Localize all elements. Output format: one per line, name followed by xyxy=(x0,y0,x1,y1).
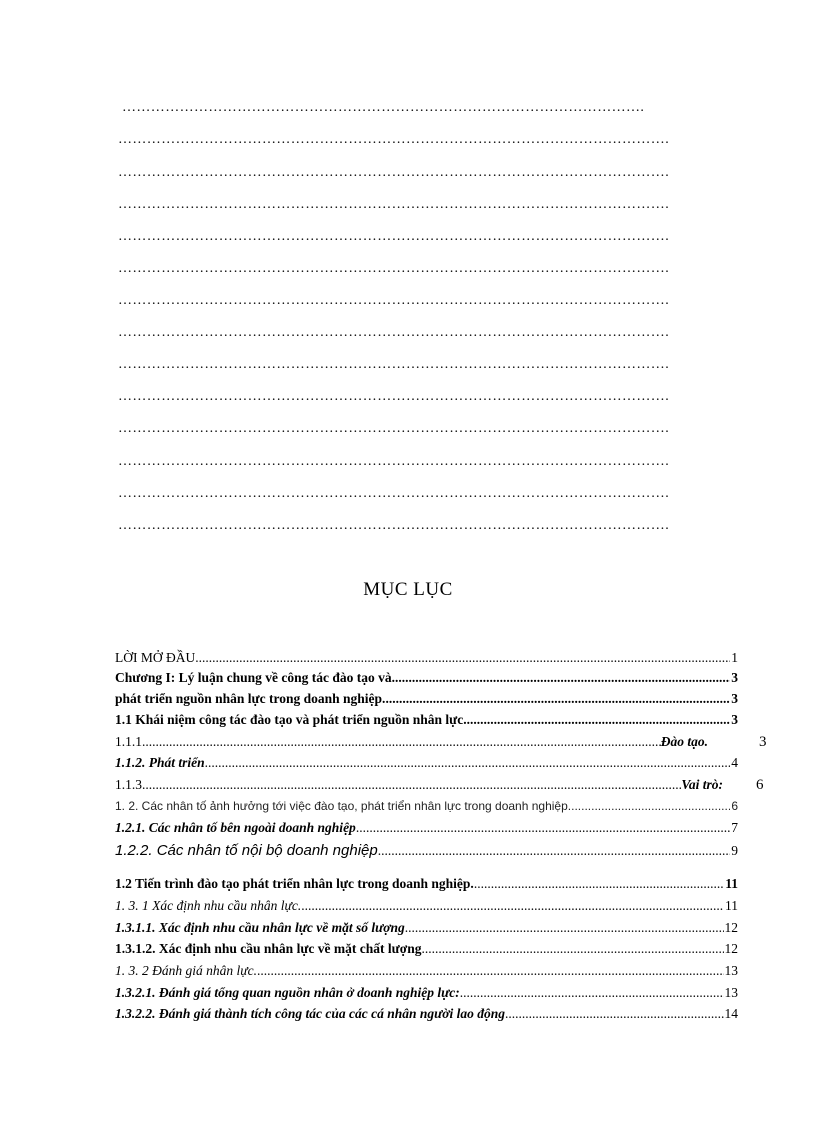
dot-leader xyxy=(378,843,731,861)
toc-entry[interactable] xyxy=(115,820,738,838)
toc-entry[interactable] xyxy=(115,799,738,817)
dotted-line: ……………………………………………………………………………………………………. xyxy=(118,325,670,340)
dot-leader xyxy=(505,1006,723,1024)
toc-page-number: 3 xyxy=(731,712,738,727)
toc-entry-label: 1. 3. 1 Xác định nhu cầu nhân lực. xyxy=(115,898,302,913)
dot-leader xyxy=(405,920,724,938)
dotted-line: ……………………………………………………………………………………………………. xyxy=(118,486,670,501)
dot-leader xyxy=(571,799,730,817)
toc-entry[interactable] xyxy=(115,1006,738,1024)
dot-leader xyxy=(421,941,723,959)
dotted-line: ……………………………………………………………………………………………………. xyxy=(118,261,670,276)
dot-leader xyxy=(145,777,681,795)
toc-entry-label: Chương I: Lý luận chung về công tác đào tạo và xyxy=(115,670,392,685)
toc-entry[interactable] xyxy=(115,691,738,709)
toc-entry[interactable] xyxy=(115,650,738,668)
toc-page-number: 11 xyxy=(725,898,738,913)
toc-page-number: 12 xyxy=(724,941,738,956)
toc-entry-label: 1.1.2. Phát triển xyxy=(115,755,205,770)
toc-entry[interactable] xyxy=(115,777,723,795)
dotted-line: ……………………………………………………………………………………………………. xyxy=(118,229,670,244)
dot-leader xyxy=(195,650,730,668)
dot-leader xyxy=(385,691,730,709)
dot-leader xyxy=(474,876,724,894)
toc-entry[interactable] xyxy=(115,963,738,981)
toc-entry-suffix: Đào tạo. xyxy=(660,734,708,749)
toc-entry-label: 1.2.2. Các nhân tố nội bộ doanh nghiệp xyxy=(115,842,378,859)
dotted-line: ……………………………………………………………………………………………………. xyxy=(118,165,670,180)
toc-page-number: 4 xyxy=(731,755,738,770)
toc-entry[interactable] xyxy=(115,941,738,959)
toc-page-number: 11 xyxy=(725,876,738,891)
toc-entry-label: 1.3.2.2. Đánh giá thành tích công tác của các cá nhân người lao động xyxy=(115,1006,506,1021)
toc-page-number: 3 xyxy=(731,691,738,706)
dotted-line: ……………………………………………………………………………………………………. xyxy=(118,389,670,404)
toc-entry-label: 1.1.1 xyxy=(115,734,142,749)
dotted-line: ………………………………………………………………………………………………. xyxy=(122,100,645,115)
toc-entry[interactable] xyxy=(115,985,738,1003)
page-title: MỤC LỤC xyxy=(363,579,453,600)
dot-leader xyxy=(205,755,731,773)
toc-entry[interactable] xyxy=(115,842,738,860)
toc-entry[interactable] xyxy=(115,898,738,916)
dotted-line: ……………………………………………………………………………………………………. xyxy=(118,197,670,212)
toc-entry[interactable] xyxy=(115,755,738,773)
toc-page-number: 3 xyxy=(731,670,738,685)
dot-leader xyxy=(142,734,661,752)
toc-page-number: 1 xyxy=(731,650,738,665)
toc-page-number: 13 xyxy=(724,963,738,978)
toc-entry[interactable] xyxy=(115,920,738,938)
toc-entry-label: 1.3.2.1. Đánh giá tổng quan nguồn nhân ở doanh nghiệp lực: xyxy=(115,985,460,1000)
toc-entry-label: phát triển nguồn nhân lực trong doanh nghiệp. xyxy=(115,691,386,706)
toc-entry-label: 1. 2. Các nhân tố ảnh hưởng tới việc đào tạo, phát triển nhân lực trong doanh nghiệp. xyxy=(115,799,572,813)
toc-entry-label: 1. 3. 2 Đánh giá nhân lực. xyxy=(115,963,257,978)
toc-entry[interactable] xyxy=(115,876,738,894)
dotted-line: ……………………………………………………………………………………………………. xyxy=(118,454,670,469)
dotted-line: ……………………………………………………………………………………………………. xyxy=(118,421,670,436)
toc-entry-label: 1.1.3. xyxy=(115,777,146,792)
table-of-contents xyxy=(115,650,767,1030)
dot-leader xyxy=(356,820,730,838)
dot-leader xyxy=(392,670,731,688)
toc-page-number: 12 xyxy=(724,920,738,935)
dotted-line: ……………………………………………………………………………………………………. xyxy=(118,293,670,308)
dot-leader xyxy=(301,898,724,916)
toc-page-number: 7 xyxy=(731,820,738,835)
toc-page-number: 6 xyxy=(731,799,738,813)
toc-page-number: 3 xyxy=(759,734,767,750)
toc-page-number: 14 xyxy=(724,1006,738,1021)
dotted-line: ……………………………………………………………………………………………………. xyxy=(118,357,670,372)
toc-entry-label: 1.2 Tiến trình đào tạo phát triển nhân lực trong doanh nghiệp. xyxy=(115,876,474,891)
toc-entry[interactable] xyxy=(115,712,738,730)
dot-leader xyxy=(467,712,731,730)
toc-entry-label: 1.3.1.2. Xác định nhu cầu nhân lực về mặt chất lượng xyxy=(115,941,422,956)
toc-page-number: 13 xyxy=(724,985,738,1000)
dotted-line: ……………………………………………………………………………………………………. xyxy=(118,518,670,533)
toc-page-number: 9 xyxy=(731,843,738,858)
toc-entry[interactable] xyxy=(115,670,738,688)
toc-entry-label: 1.3.1.1. Xác định nhu cầu nhân lực về mặt số lượng xyxy=(115,920,405,935)
dotted-line: ……………………………………………………………………………………………………. xyxy=(118,132,670,147)
toc-entry-suffix: Vai trò: xyxy=(681,777,723,792)
toc-entry[interactable] xyxy=(115,734,708,752)
toc-entry-label: 1.2.1. Các nhân tố bên ngoài doanh nghiệp xyxy=(115,820,356,835)
toc-entry-label: LỜI MỞ ĐẦU xyxy=(115,650,196,665)
toc-entry-label: 1.1 Khái niệm công tác đào tạo và phát triển nguồn nhân lực. xyxy=(115,712,467,727)
dot-leader xyxy=(257,963,724,981)
dot-leader xyxy=(460,985,724,1003)
toc-page-number: 6 xyxy=(756,777,764,793)
